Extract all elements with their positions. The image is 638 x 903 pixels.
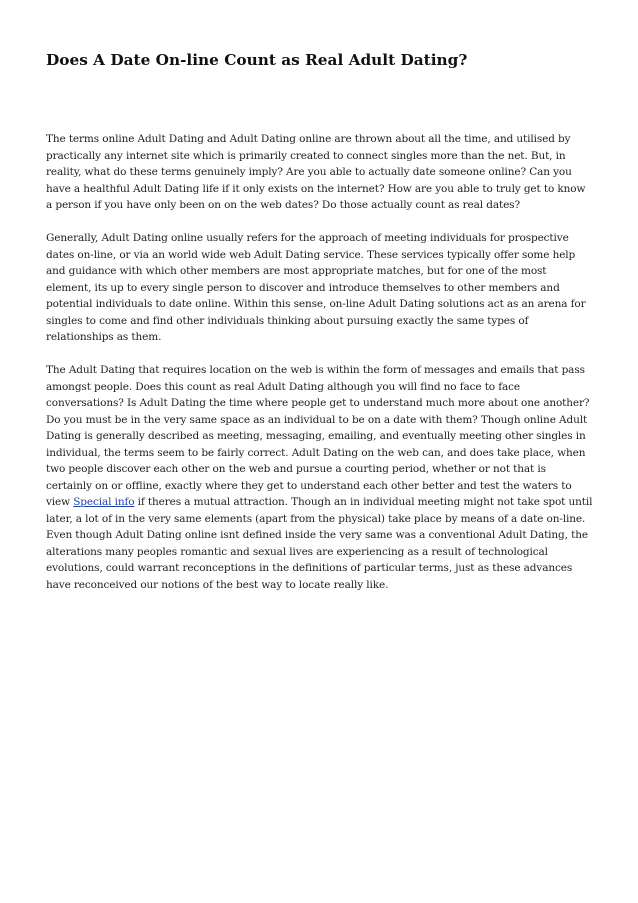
document-body — [46, 131, 594, 610]
document-title: Does A Date On-line Count as Real Adult Dating? — [46, 51, 468, 69]
special-info-link[interactable]: Special info — [73, 496, 135, 508]
paragraph-3-text-after-link: if theres a mutual attraction. Though an in individual meeting might not take spot until later, a lot of in the very same elements (apart from the physical) take place by means of a date on-line. Even though Adult Dating online isnt defined inside the very same was a conventional Adult Dating, the alterations many peoples romantic and sexual lives are experiencing as a result of technological evolutions, could warrant reconceptions in the definitions of particular terms, just as these advances have reconceived our notions of the best way to locate really like. — [46, 496, 593, 591]
paragraph-1: The terms online Adult Dating and Adult Dating online are thrown about all the time, and utilised by practically any internet site which is primarily created to connect singles more than the net. But, in reality, what do these terms genuinely imply? Are you able to actually date someone online? Can you have a healthful Adult Dating life if it only exists on the internet? How are you able to truly get to know a person if you have only been on on the web dates? Do those actually count as real dates? — [46, 133, 586, 211]
paragraph-3-text-before-link: The Adult Dating that requires location on the web is within the form of messages and emails that pass amongst people. Does this count as real Adult Dating although you will find no face to face conversations? Is Adult Dating the time where people get to understand much more about one another? Do you must be in the very same space as an individual to be on a date with them? Though online Adult Dating is generally described as meeting, messaging, emailing, and eventually meeting other singles in individual, the terms seem to be fairly correct. Adult Dating on the web can, and does take place, when two people discover each other on the web and pursue a courting period, whether or not that is certainly on or offline, exactly where they get to understand each other better and test the waters to view — [46, 364, 590, 508]
paragraph-3 — [46, 362, 594, 593]
paragraph-2: Generally, Adult Dating online usually refers for the approach of meeting individuals for prospective dates on-line, or via an world wide web Adult Dating service. These services typically offer some help and guidance with which other members are most appropriate matches, but for one of the most element, its up to every single person to discover and introduce themselves to other members and potential individuals to date online. Within this sense, on-line Adult Dating solutions act as an arena for singles to come and find other individuals thinking about pursuing exactly the same types of relationships as them. — [46, 232, 586, 343]
